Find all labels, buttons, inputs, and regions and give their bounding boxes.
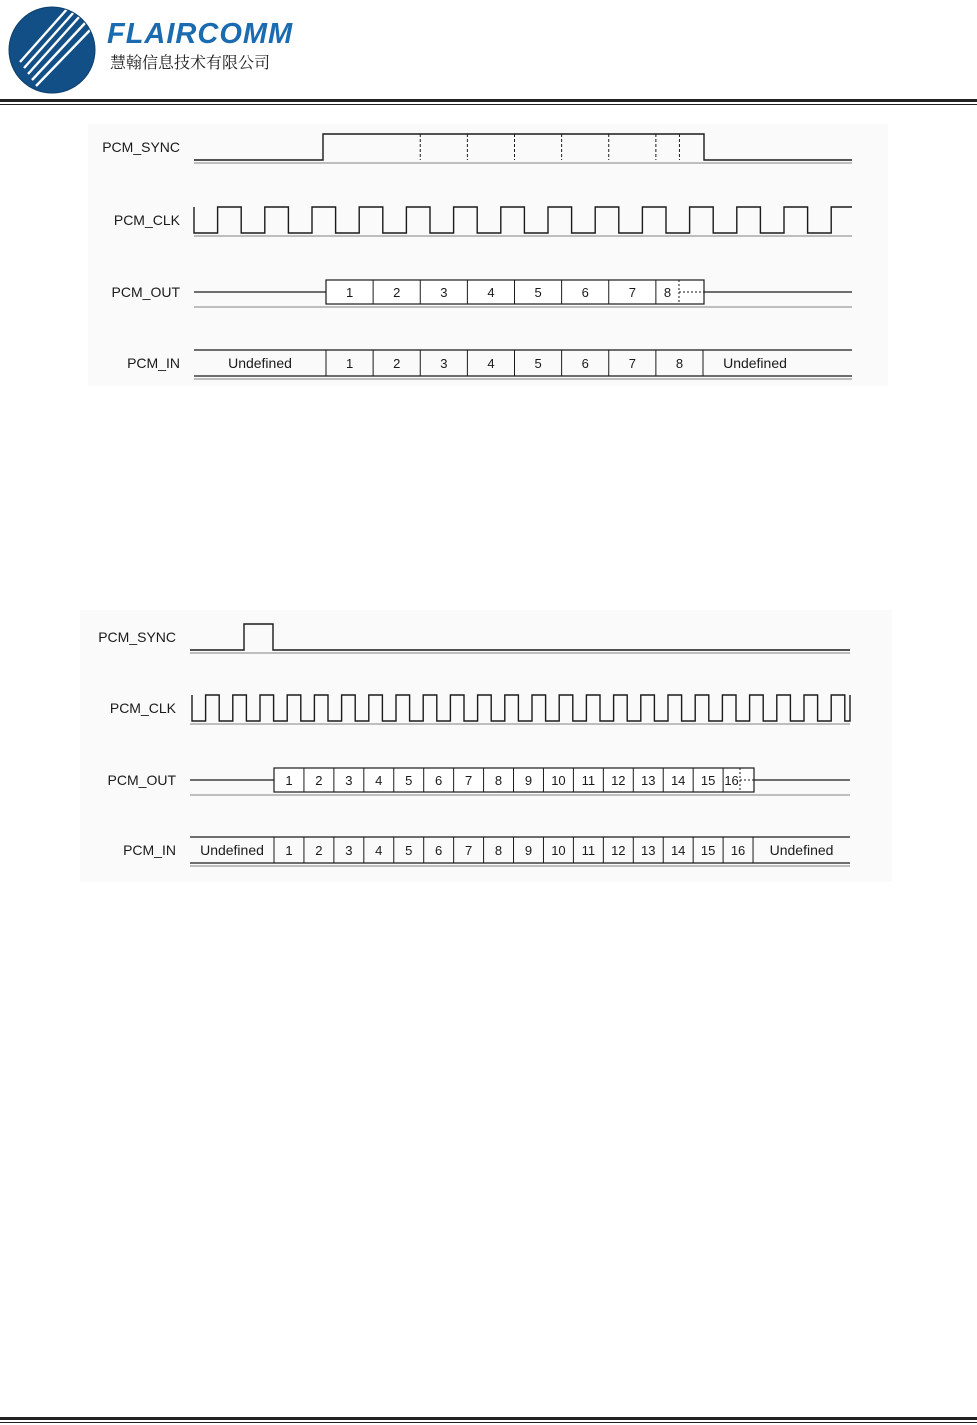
pcm-out-slot-label: 13 [641,773,656,788]
signal-label-pcm-out: PCM_OUT [107,772,176,788]
header-divider-thin [0,104,977,105]
pcm-out-slot-label: 6 [581,285,589,300]
pcm-out-slot-label: 7 [628,285,636,300]
pcm-out-slot-label: 5 [405,773,413,788]
pcm-out-slot-label: 4 [487,285,495,300]
timing-diagram-16-slot [80,610,892,887]
pcm-in-undefined-label: Undefined [200,842,264,858]
pcm-in-slot-label: 6 [435,843,443,858]
signal-label-pcm-clk: PCM_CLK [113,212,180,228]
pcm-in-slot-label: 7 [464,843,473,858]
pcm-out-slot-label: 3 [345,773,353,788]
pcm-out-slot-label: 7 [464,773,473,788]
pcm-in-slot-label: 12 [611,843,626,858]
pcm-out-slot-label: 15 [700,773,716,788]
pcm-in-slot-label: 4 [375,843,383,858]
pcm-out-slot-label: 10 [551,773,566,788]
pcm-out-slot-label: 8 [663,285,672,300]
header-divider-thick [0,99,977,102]
pcm-in-slot-label: 10 [551,843,566,858]
pcm-out-slot-label: 11 [581,773,596,788]
pcm-out-slot-label: 5 [534,285,542,300]
brand-chinese-name: 慧翰信息技术有限公司 [110,53,271,72]
pcm-out-slot-label: 16 [724,773,739,788]
pcm-in-slot-label: 15 [700,843,716,858]
pcm-in-slot-label: 5 [405,843,413,858]
signal-label-pcm-in: PCM_IN [127,355,180,371]
pcm-in-slot-label: 11 [581,843,596,858]
pcm-in-slot-label: 13 [641,843,656,858]
signal-label-pcm-out: PCM_OUT [111,284,180,300]
timing-svg [88,124,888,386]
footer-divider-thick [0,1417,977,1420]
pcm-in-slot-label: 4 [487,356,495,371]
pcm-out-slot-label: 8 [494,773,503,788]
pcm-in-slot-label: 1 [285,843,293,858]
pcm-in-slot-label: 1 [345,356,354,371]
pcm-in-undefined-label: Undefined [723,355,787,371]
pcm-out-slot-label: 3 [440,285,448,300]
signal-label-pcm-sync: PCM_SYNC [102,139,180,155]
pcm-out-slot-label: 1 [285,773,293,788]
timing-diagram-8-slot [88,124,888,391]
pcm-out-slot-label: 2 [315,773,323,788]
pcm-in-slot-label: 5 [534,356,542,371]
pcm-out-slot-label: 14 [670,773,686,788]
signal-label-pcm-sync: PCM_SYNC [98,629,176,645]
pcm-in-slot-label: 14 [670,843,686,858]
footer-divider-thin [0,1422,977,1423]
pcm-out-slot-label: 12 [611,773,626,788]
pcm-in-slot-label: 6 [581,356,589,371]
signal-label-pcm-clk: PCM_CLK [109,700,176,716]
page-header [0,0,977,110]
pcm-in-slot-label: 8 [494,843,503,858]
brand-name: FLAIRCOMM [107,18,294,50]
flaircomm-globe-icon [6,4,98,96]
pcm-in-undefined-label: Undefined [769,842,834,858]
pcm-out-slot-label: 4 [375,773,383,788]
timing-svg [80,610,892,882]
pcm-out-slot-label: 9 [524,773,533,788]
pcm-in-slot-label: 3 [440,356,448,371]
pcm-in-slot-label: 2 [315,843,323,858]
pcm-in-slot-label: 8 [675,356,684,371]
pcm-in-slot-label: 9 [524,843,533,858]
pcm-in-slot-label: 16 [730,843,746,858]
pcm-out-slot-label: 2 [393,285,401,300]
signal-label-pcm-in: PCM_IN [123,842,176,858]
pcm-in-undefined-label: Undefined [228,355,292,371]
pcm-in-slot-label: 3 [345,843,353,858]
pcm-out-slot-label: 1 [345,285,354,300]
pcm-in-slot-label: 7 [628,356,636,371]
pcm-out-slot-label: 6 [435,773,443,788]
pcm-in-slot-label: 2 [393,356,401,371]
